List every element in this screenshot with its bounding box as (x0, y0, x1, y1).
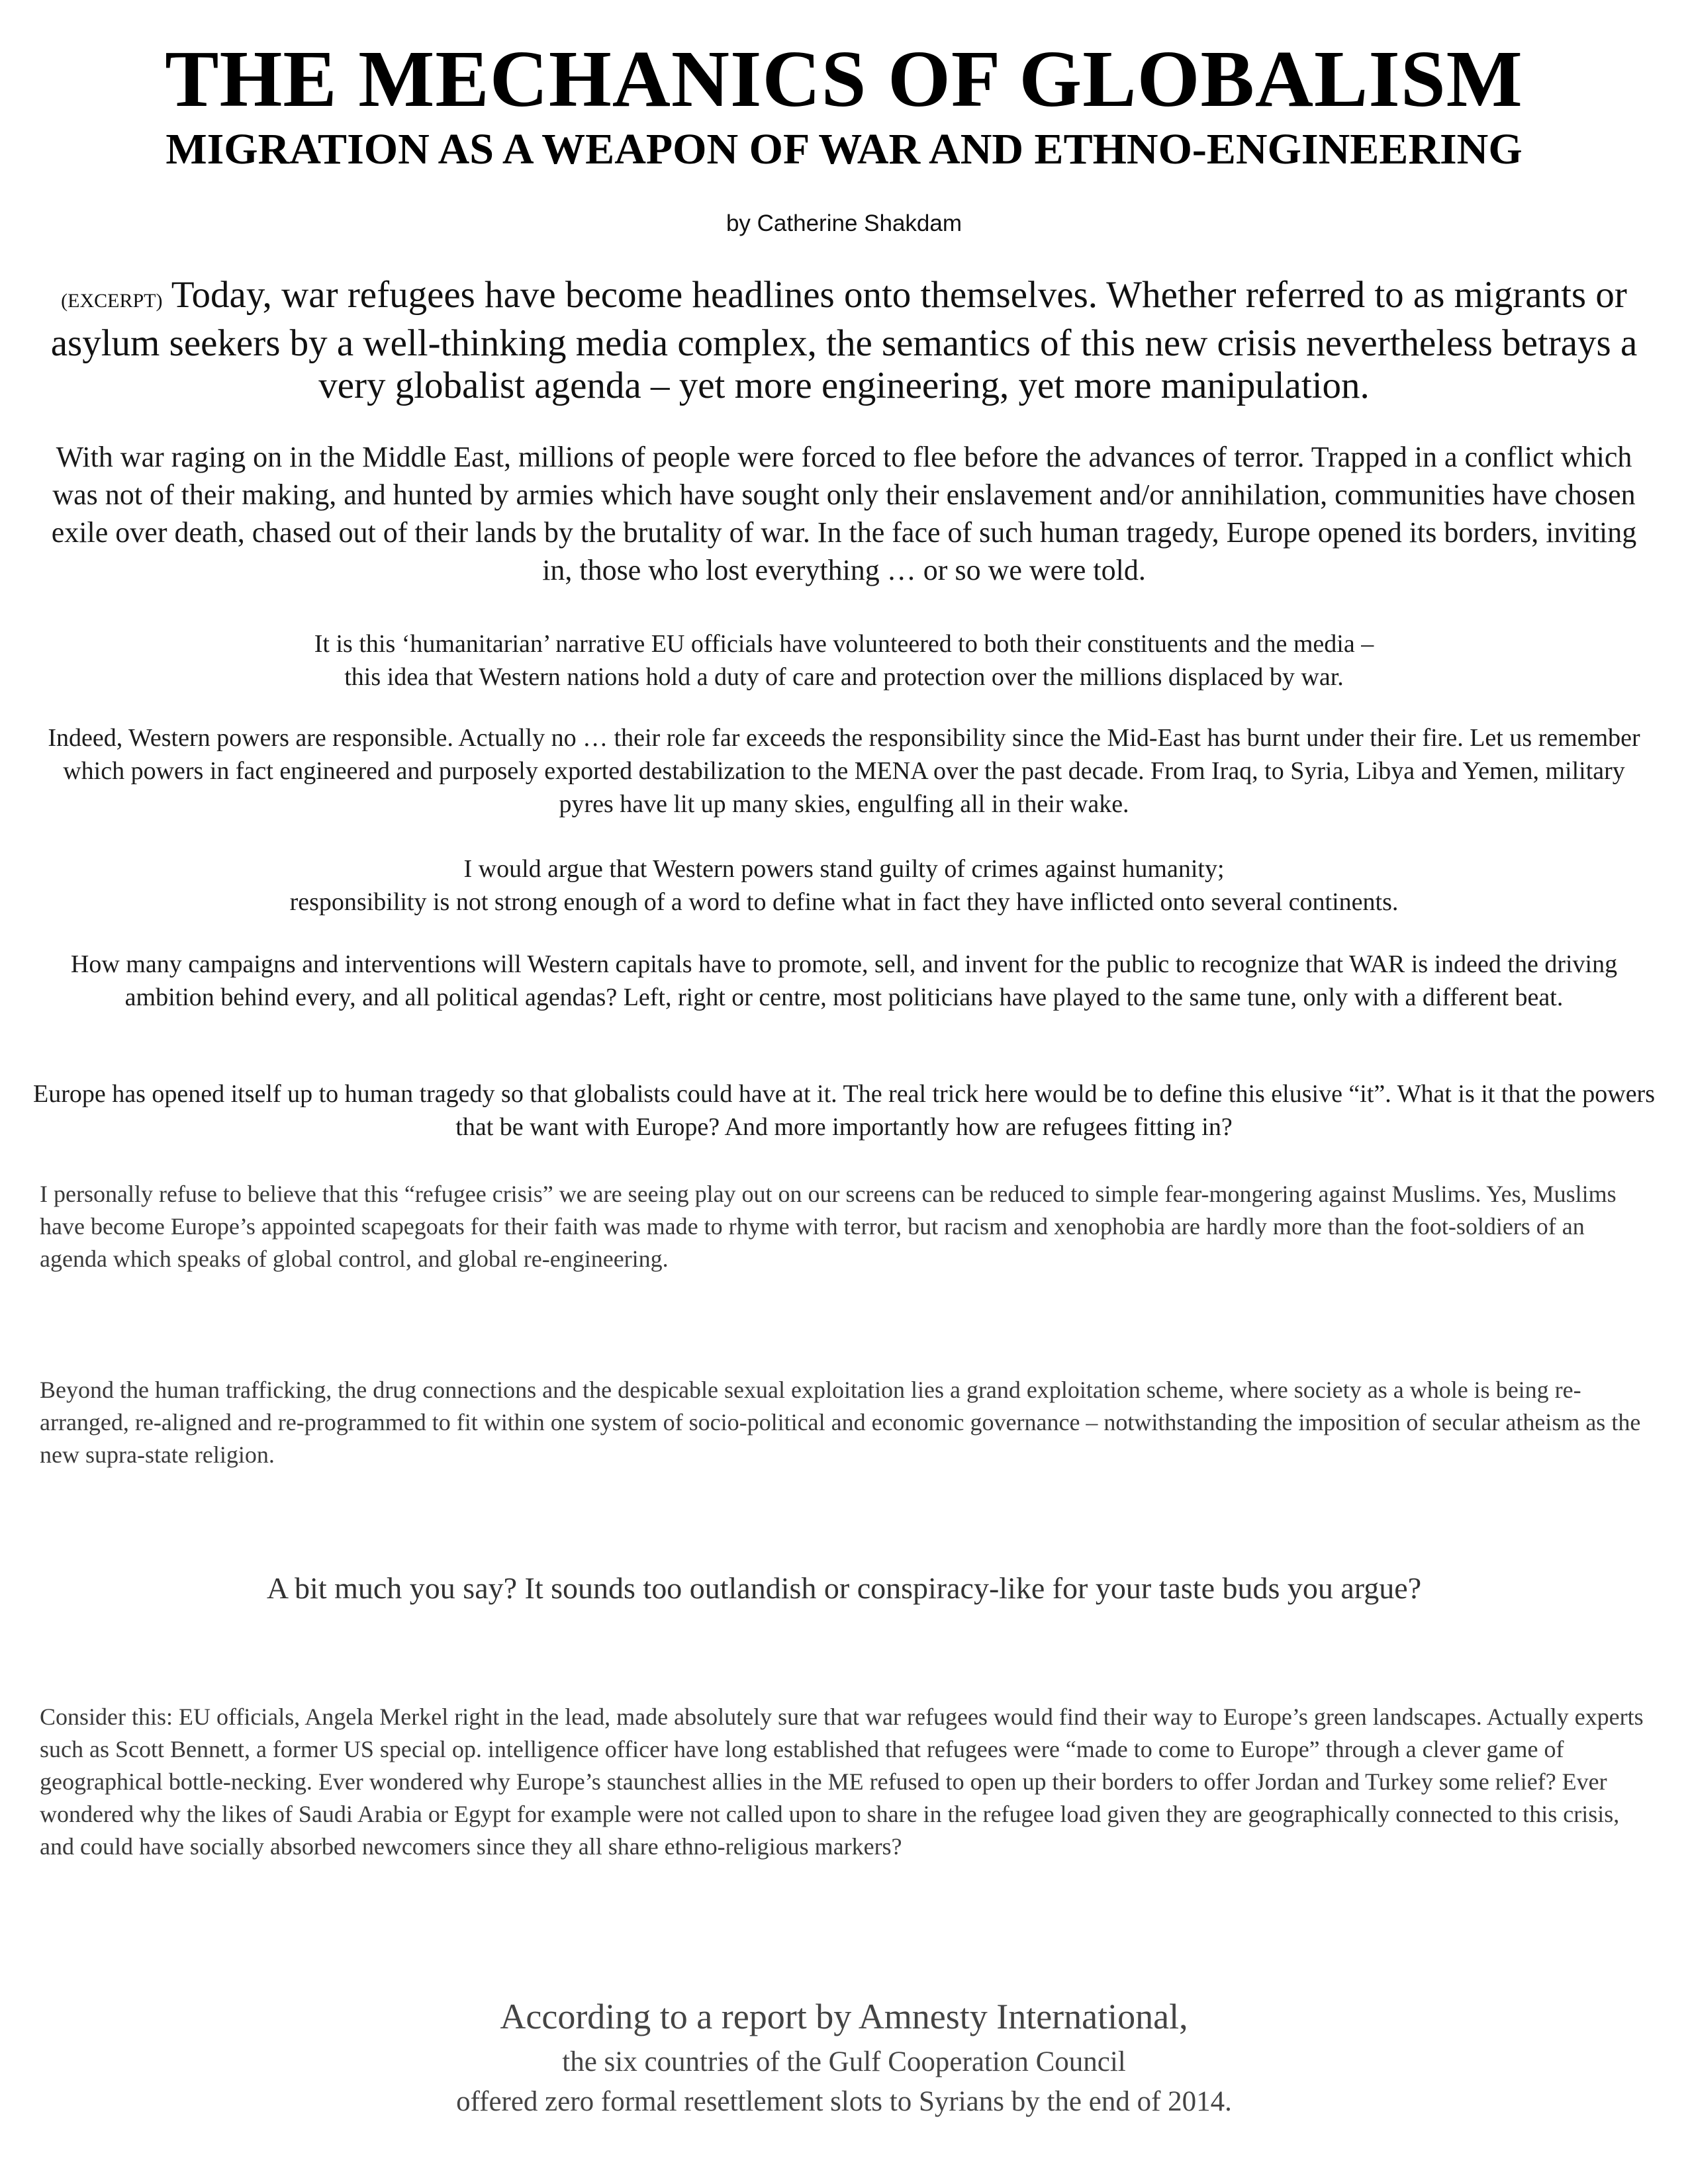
document-title: THE MECHANICS OF GLOBALISM (165, 34, 1523, 124)
argue-line-1: I would argue that Western powers stand guilty of crimes against humanity; (463, 855, 1225, 883)
paragraph-beyond: Beyond the human trafficking, the drug connections and the despicable sexual exploitation lies a grand exploitation scheme, where society as a whole is being re-arranged, re-aligned and re-programmed to fit within one system of socio-political and economic governance – notwithstanding the imposition of secular atheism as the new supra-state religion. (40, 1377, 1641, 1468)
humanitarian-line-1: It is this ‘humanitarian’ narrative EU officials have volunteered to both their constituents and the media – (314, 630, 1374, 658)
paragraph-campaigns: How many campaigns and interventions will Western capitals have to promote, sell, and invent for the public to recognize that WAR is indeed the driving ambition behind every, and all political agendas? Left, right or centre, most politicians have played to the same tune, only with a different beat. (70, 950, 1618, 1011)
paragraph-consider: Consider this: EU officials, Angela Merkel right in the lead, made absolutely sure that war refugees would find their way to Europe’s green landscapes. Actually experts such as Scott Bennett, a former US special op. intelligence officer have long established that refugees were “made to come to Europe” through a clever game of geographical bottle-necking. Ever wondered why Europe’s staunchest allies in the ME refused to open up their borders to offer Jordan and Turkey some relief? Ever wondered why the likes of Saudi Arabia or Egypt for example were not called upon to share in the refugee load given they are geographically connected to this crisis, and could have socially absorbed newcomers since they all share ethno-religious markers? (40, 1704, 1644, 1860)
amnesty-line-3: offered zero formal resettlement slots to Syrians by the end of 2014. (456, 2086, 1232, 2117)
humanitarian-line-2: this idea that Western nations hold a duty of care and protection over the millions displaced by war. (344, 663, 1344, 691)
excerpt-tag: (EXCERPT) (61, 290, 163, 312)
document-subtitle: MIGRATION AS A WEAPON OF WAR AND ETHNO-ENGINEERING (165, 125, 1523, 173)
intro-text: Today, war refugees have become headlines onto themselves. Whether referred to as migrants or asylum seekers by a well-thinking media complex, the semantics of this new crisis nevertheless betrays a very globalist agenda – yet more engineering, yet more manipulation. (50, 274, 1638, 406)
intro-paragraph (36, 274, 1652, 407)
paragraph-war-raging: With war raging on in the Middle East, millions of people were forced to flee before the advances of terror. Trapped in a conflict which was not of their making, and hunted by armies which have sought only their enslavement and/or annihilation, communities have chosen exile over death, chased out of their lands by the brutality of war. In the face of such human tragedy, Europe opened its borders, inviting in, those who lost everything … or so we were told. (51, 441, 1637, 586)
paragraph-argue (79, 852, 1609, 919)
paragraph-bit-much: A bit much you say? It sounds too outlandish or conspiracy-like for your taste buds you argue? (266, 1571, 1422, 1605)
paragraph-indeed: Indeed, Western powers are responsible. Actually no … their role far exceeds the responsibility since the Mid-East has burnt under their fire. Let us remember which powers in fact engineered and purposely exported destabilization to the MENA over the past decade. From Iraq, to Syria, Libya and Yemen, military pyres have lit up many skies, engulfing all in their wake. (48, 724, 1640, 818)
author-byline: by Catherine Shakdam (726, 210, 962, 236)
paragraph-refuse: I personally refuse to believe that this “refugee crisis” we are seeing play out on our screens can be reduced to simple fear-mongering against Muslims. Yes, Muslims have become Europe’s appointed scapegoats for their faith was made to rhyme with terror, but racism and xenophobia are hardly more than the foot-soldiers of an agenda which speaks of global control, and global re-engineering. (40, 1181, 1617, 1272)
paragraph-humanitarian (79, 627, 1609, 694)
amnesty-line-1: According to a report by Amnesty International, (500, 1997, 1188, 2036)
paragraph-europe-opened: Europe has opened itself up to human tragedy so that globalists could have at it. The real trick here would be to define this elusive “it”. What is it that the powers that be want with Europe? And more importantly how are refugees fitting in? (33, 1080, 1655, 1141)
amnesty-line-2: the six countries of the Gulf Cooperation Council (562, 2046, 1126, 2077)
argue-line-2: responsibility is not strong enough of a word to define what in fact they have inflicted onto several continents. (289, 888, 1399, 916)
